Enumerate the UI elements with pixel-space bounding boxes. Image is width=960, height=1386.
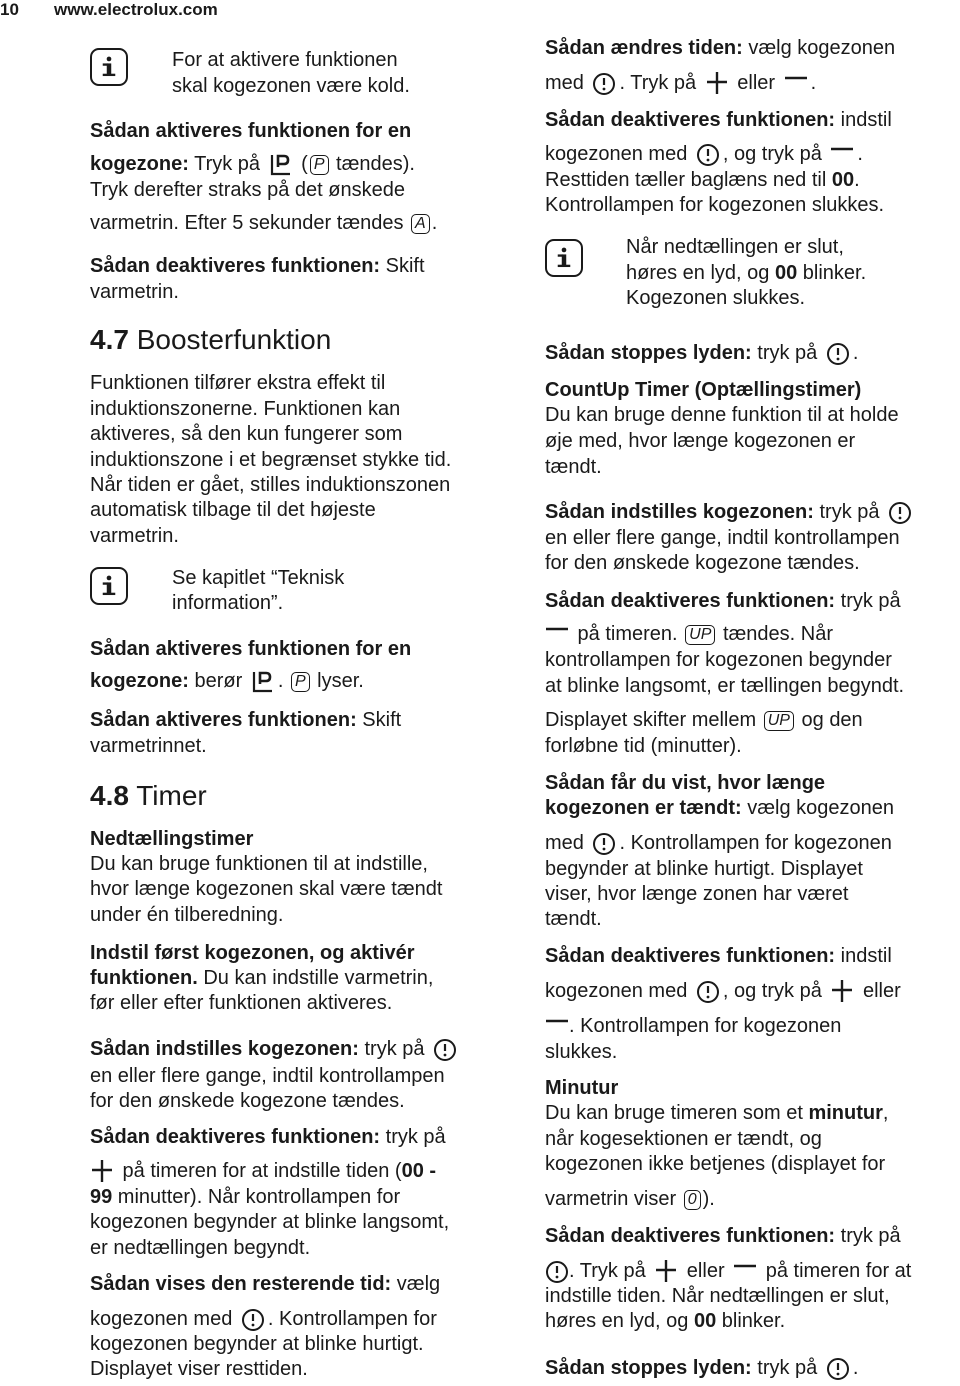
- instruction-line: Displayet viser resttiden.: [90, 1358, 308, 1380]
- note-line: For at aktivere funktionen: [172, 49, 398, 71]
- instruction-line: Sådan indstilles kogezonen: tryk på: [90, 1036, 460, 1062]
- body-line: Du kan bruge denne funktion til at holde: [545, 404, 899, 426]
- instruction-line: varmetrin.: [90, 281, 179, 303]
- instruction-line: Sådan deaktiveres funktionen: indstil: [545, 945, 892, 967]
- body-line: Når tiden er gået, stilles induktionszonen: [90, 474, 451, 496]
- instruction-line: slukkes.: [545, 1041, 618, 1063]
- instruction-line: med . Kontrollampen for kogezonen: [545, 832, 892, 854]
- body-line: Du kan bruge timeren som et minutur,: [545, 1102, 889, 1124]
- instruction-line: 99 minutter). Når kontrollampen for: [90, 1186, 401, 1208]
- instruction-line: Tryk derefter straks på det ønskede: [90, 179, 405, 201]
- instruction-line: en eller flere gange, indtil kontrollampen: [90, 1065, 445, 1087]
- body-line: induktionszonerne. Funktionen kan: [90, 398, 401, 420]
- instruction-line: . Tryk på eller på timeren for at: [545, 1258, 911, 1284]
- instruction-line: . Kontrollampen for kogezonen: [545, 1013, 841, 1039]
- body-line: aktiveres, så den kun fungerer som: [90, 423, 403, 445]
- instruction-line: Sådan deaktiveres funktionen: tryk på: [545, 1225, 901, 1247]
- subheading: Nedtællingstimer: [90, 828, 254, 850]
- boost-icon: [251, 670, 275, 694]
- plus-icon: [90, 1160, 114, 1184]
- instruction-line: Sådan ændres tiden: vælg kogezonen: [545, 37, 896, 59]
- instruction-line: før eller efter funktionen aktiveres.: [90, 992, 393, 1014]
- instruction-line: for den ønskede kogezone tændes.: [545, 552, 860, 574]
- lcd-p-icon: P: [310, 155, 329, 175]
- minus-icon: [545, 1015, 569, 1039]
- instruction-line: er nedtællingen begyndt.: [90, 1237, 311, 1259]
- instruction-line: varmetrinnet.: [90, 735, 207, 757]
- instruction-line: på timeren. UP tændes. Når: [545, 621, 833, 647]
- instruction-line: på timeren for at indstille tiden (00 -: [90, 1158, 436, 1184]
- info-icon: [545, 239, 583, 277]
- instruction-line: varmetrin. Efter 5 sekunder tændes A .: [90, 212, 438, 234]
- instruction-line: indstille tiden. Når nedtællingen er slut,: [545, 1285, 890, 1307]
- note-line: Når nedtællingen er slut,: [626, 236, 844, 258]
- site-url: www.electrolux.com: [54, 0, 218, 19]
- minus-icon: [830, 143, 854, 167]
- timer-icon: [696, 980, 720, 1004]
- instruction-line: Sådan vises den resterende tid: vælg: [90, 1273, 441, 1295]
- section-heading: 4.7 Boosterfunktion: [90, 324, 332, 355]
- timer-icon: [696, 143, 720, 167]
- body-line: kogezonen ikke betjenes (displayet for: [545, 1153, 886, 1175]
- minus-icon: [545, 623, 569, 647]
- instruction-line: høres en lyd, og 00 blinker.: [545, 1310, 786, 1332]
- instruction-line: viser, hvor længe zonen har været: [545, 883, 849, 905]
- instruction-line: Sådan deaktiveres funktionen: tryk på: [90, 1126, 446, 1148]
- instruction-line: Sådan stoppes lyden: tryk på .: [545, 1357, 859, 1379]
- body-line: under én tilberedning.: [90, 904, 284, 926]
- timer-icon: [888, 501, 912, 525]
- timer-icon: [592, 72, 616, 96]
- lcd-up-icon: UP: [764, 711, 794, 731]
- body-line: Displayet skifter mellem UP og den: [545, 709, 863, 731]
- instruction-line: Sådan deaktiveres funktionen: indstil: [545, 109, 892, 131]
- note-line: Se kapitlet “Teknisk: [172, 567, 345, 589]
- instruction-line: tændt.: [545, 908, 602, 930]
- subheading: CountUp Timer (Optællingstimer): [545, 379, 862, 401]
- body-line: varmetrin viser 0 ).: [545, 1188, 715, 1210]
- instruction-line: Resttiden tæller baglæns ned til 00.: [545, 169, 860, 191]
- note-line: information”.: [172, 592, 284, 614]
- body-line: tændt.: [545, 456, 602, 478]
- instruction-line: med . Tryk på eller .: [545, 72, 817, 94]
- plus-icon: [705, 72, 729, 96]
- instruction-line: for den ønskede kogezone tændes.: [90, 1090, 405, 1112]
- body-line: øje med, hvor længe kogezonen er: [545, 430, 856, 452]
- instruction-line: kontrollampen for kogezonen begynder: [545, 649, 892, 671]
- section-heading: 4.8 Timer: [90, 780, 207, 811]
- body-line: automatisk tilbage til det højeste: [90, 499, 376, 521]
- timer-icon: [826, 342, 850, 366]
- instruction-line: Sådan deaktiveres funktionen: tryk på: [545, 590, 901, 612]
- instruction-line: kogezonen begynder at blinke langsomt,: [90, 1211, 450, 1233]
- lcd-a-icon: A: [411, 214, 430, 234]
- instruction-line: Sådan aktiveres funktionen for en: [90, 120, 412, 142]
- body-line: hvor længe kogezonen skal være tændt: [90, 878, 443, 900]
- body-line: varmetrin.: [90, 525, 179, 547]
- info-icon: [90, 567, 128, 605]
- timer-icon: [545, 1260, 569, 1284]
- instruction-line: Sådan får du vist, hvor længe: [545, 772, 826, 794]
- body-line: induktionszone i et begrænset stykke tid.: [90, 449, 452, 471]
- instruction-line: en eller flere gange, indtil kontrollampen: [545, 527, 900, 549]
- instruction-line: kogezonen med , og tryk på .: [545, 143, 863, 165]
- note-line: Kogezonen slukkes.: [626, 287, 806, 309]
- minus-icon: [733, 1260, 757, 1284]
- timer-icon: [433, 1038, 457, 1062]
- instruction-line: kogezonen begynder at blinke hurtigt.: [90, 1333, 424, 1355]
- boost-icon: [269, 153, 293, 177]
- instruction-line: Sådan indstilles kogezonen: tryk på: [545, 499, 915, 525]
- instruction-line: funktionen. Du kan indstille varmetrin,: [90, 967, 434, 989]
- instruction-line: Sådan aktiveres funktionen: Skift: [90, 709, 402, 731]
- instruction-line: kogezone: Tryk på ( P tændes).: [90, 153, 415, 175]
- minus-icon: [784, 72, 808, 96]
- instruction-line: at blinke langsomt, er tællingen begyndt.: [545, 675, 905, 697]
- instruction-line: Sådan stoppes lyden: tryk på .: [545, 342, 859, 364]
- instruction-line: kogezonen med . Kontrollampen for: [90, 1308, 437, 1330]
- info-icon: [90, 48, 128, 86]
- instruction-line: Kontrollampen for kogezonen slukkes.: [545, 194, 885, 216]
- instruction-line: kogezone: berør . P lyser.: [90, 670, 364, 692]
- instruction-line: Sådan deaktiveres funktionen: Skift: [90, 255, 425, 277]
- body-line: forløbne tid (minutter).: [545, 735, 742, 757]
- instruction-line: kogezonen er tændt: vælg kogezonen: [545, 797, 894, 819]
- instruction-line: kogezonen med , og tryk på eller: [545, 980, 901, 1002]
- plus-icon: [654, 1260, 678, 1284]
- note-line: høres en lyd, og 00 blinker.: [626, 262, 867, 284]
- subheading: Minutur: [545, 1077, 619, 1099]
- timer-icon: [592, 832, 616, 856]
- body-line: Funktionen tilfører ekstra effekt til: [90, 372, 386, 394]
- note-line: skal kogezonen være kold.: [172, 75, 410, 97]
- instruction-line: Indstil først kogezonen, og aktivér: [90, 942, 415, 964]
- timer-icon: [826, 1357, 850, 1381]
- lcd-zero-icon: 0: [684, 1190, 701, 1210]
- lcd-p-icon: P: [291, 672, 310, 692]
- instruction-line: Sådan aktiveres funktionen for en: [90, 638, 412, 660]
- lcd-up-icon: UP: [685, 625, 715, 645]
- plus-icon: [830, 980, 854, 1004]
- instruction-line: begynder at blinke hurtigt. Displayet: [545, 858, 863, 880]
- body-line: når kogesektionen er tændt, og: [545, 1128, 822, 1150]
- timer-icon: [241, 1308, 265, 1332]
- body-line: Du kan bruge funktionen til at indstille,: [90, 853, 428, 875]
- page-number: 10: [0, 0, 19, 19]
